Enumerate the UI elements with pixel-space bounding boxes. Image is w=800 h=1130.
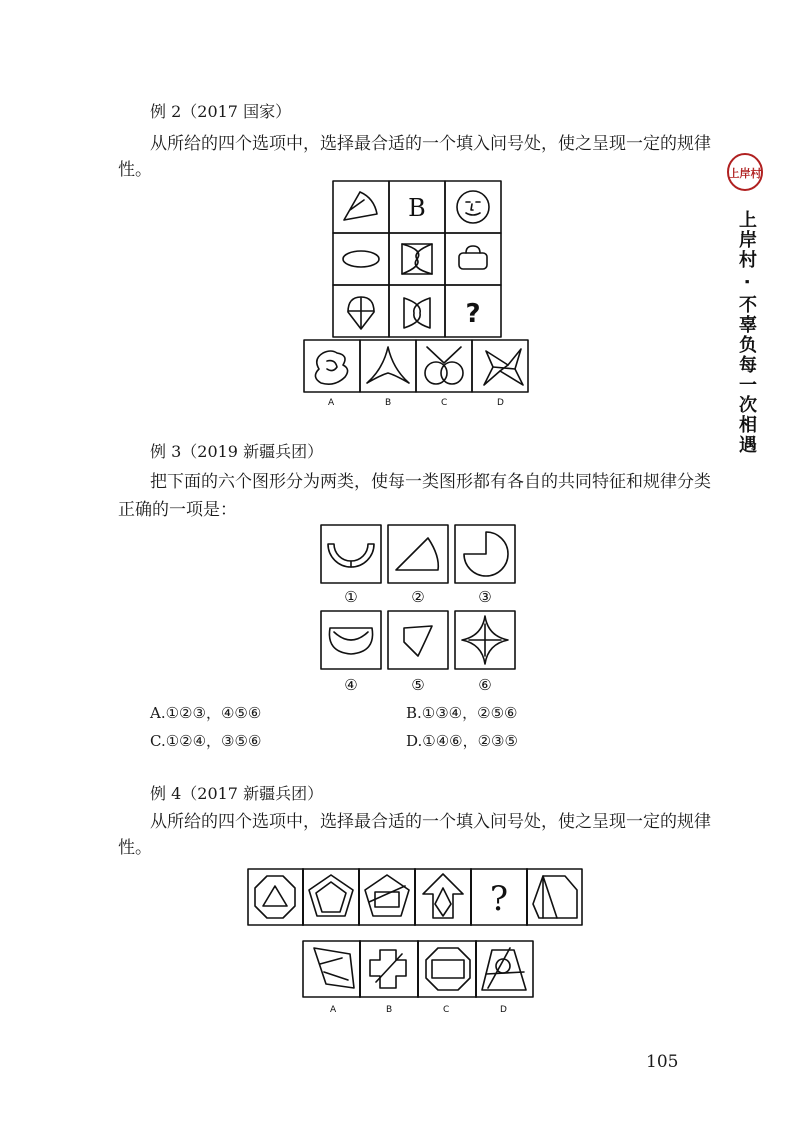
ellipse-figure-icon (343, 251, 379, 267)
figure-5-wedge-icon (404, 626, 432, 656)
example4-heading: 例 4（2017 新疆兵团） (150, 784, 324, 803)
figure-label-1: ① (344, 588, 358, 606)
side-slogan: 上岸村 · 不辜负每一次相遇 (736, 210, 757, 456)
example3-option-a: A.①②③，④⑤⑥ (150, 704, 262, 722)
figure-6-star-icon (462, 616, 508, 664)
side-logo-icon (726, 152, 764, 192)
side-logo-text: 上岸村 (728, 167, 762, 180)
option-a-quad-icon (314, 948, 354, 988)
example2-option-label-a: A (328, 398, 335, 408)
arcs-figure-icon (404, 298, 430, 328)
sequence-4-arrow-icon (423, 874, 463, 918)
figure-4-bowl-icon (329, 628, 372, 654)
example2-question-line2: 性。 (118, 160, 152, 180)
smiley-face-icon (457, 191, 489, 223)
circle-cross-figure-icon (348, 297, 374, 329)
example2-grid-letter: B (408, 194, 426, 222)
example2-options (303, 339, 533, 409)
example3-option-d: D.①④⑥，②③⑤ (406, 732, 518, 750)
example4-option-label-d: D (500, 1005, 507, 1015)
example4-option-label-b: B (386, 1005, 393, 1015)
example4-option-label-a: A (330, 1005, 337, 1015)
example4-question-line1: 从所给的四个选项中，选择最合适的一个填入问号处，使之呈现一定的规律 (150, 812, 711, 832)
option-a-figure-icon (315, 351, 347, 384)
example3-heading: 例 3（2019 新疆兵团） (150, 442, 324, 461)
example2-heading: 例 2（2017 国家） (150, 102, 292, 121)
example4-question-line2: 性。 (118, 838, 152, 858)
option-d-figure-icon (484, 349, 523, 385)
bag-figure-icon (459, 246, 487, 269)
example2-question-line1: 从所给的四个选项中，选择最合适的一个填入问号处，使之呈现一定的规律 (150, 134, 711, 154)
sector-figure-icon (344, 192, 377, 220)
sequence-2-pentagon-icon (309, 875, 353, 916)
sequence-1-octagon-icon (255, 876, 295, 918)
example3-question-line2: 正确的一项是： (118, 500, 237, 520)
figure-3-pie-icon (464, 532, 508, 576)
example3-question-line1: 把下面的六个图形分为两类，使每一类图形都有各自的共同特征和规律分类 (150, 472, 711, 492)
example3-figures (320, 524, 520, 694)
figure-label-3: ③ (478, 588, 492, 606)
example2-option-label-b: B (385, 398, 392, 408)
option-c-figure-icon (425, 347, 463, 384)
example4-option-label-c: C (443, 1005, 450, 1015)
page-number: 105 (646, 1052, 679, 1072)
figure-label-4: ④ (344, 676, 358, 694)
example3-option-c: C.①②④，③⑤⑥ (150, 732, 262, 750)
option-d-trapezoid-icon (482, 948, 526, 990)
example2-question-mark: ? (465, 299, 481, 329)
option-b-figure-icon (367, 347, 409, 383)
figure-1-half-ring-icon (328, 544, 374, 567)
example2-grid (332, 180, 502, 340)
figure-2-sector-icon (396, 538, 438, 570)
option-b-cross-icon (370, 950, 406, 988)
square-swirl-figure-icon (402, 244, 432, 274)
example2-option-label-c: C (441, 398, 448, 408)
example4-options (302, 940, 534, 1020)
figure-label-6: ⑥ (478, 676, 492, 694)
sequence-3-pentagon-rect-icon (365, 875, 409, 916)
figure-label-5: ⑤ (411, 676, 425, 694)
option-c-hexagon-icon (426, 948, 470, 990)
sequence-6-figure-icon (533, 876, 577, 918)
example3-option-b: B.①③④，②⑤⑥ (406, 704, 518, 722)
example2-option-label-d: D (497, 398, 504, 408)
figure-label-2: ② (411, 588, 425, 606)
example4-sequence (247, 868, 583, 928)
example4-question-mark: ? (489, 879, 509, 919)
